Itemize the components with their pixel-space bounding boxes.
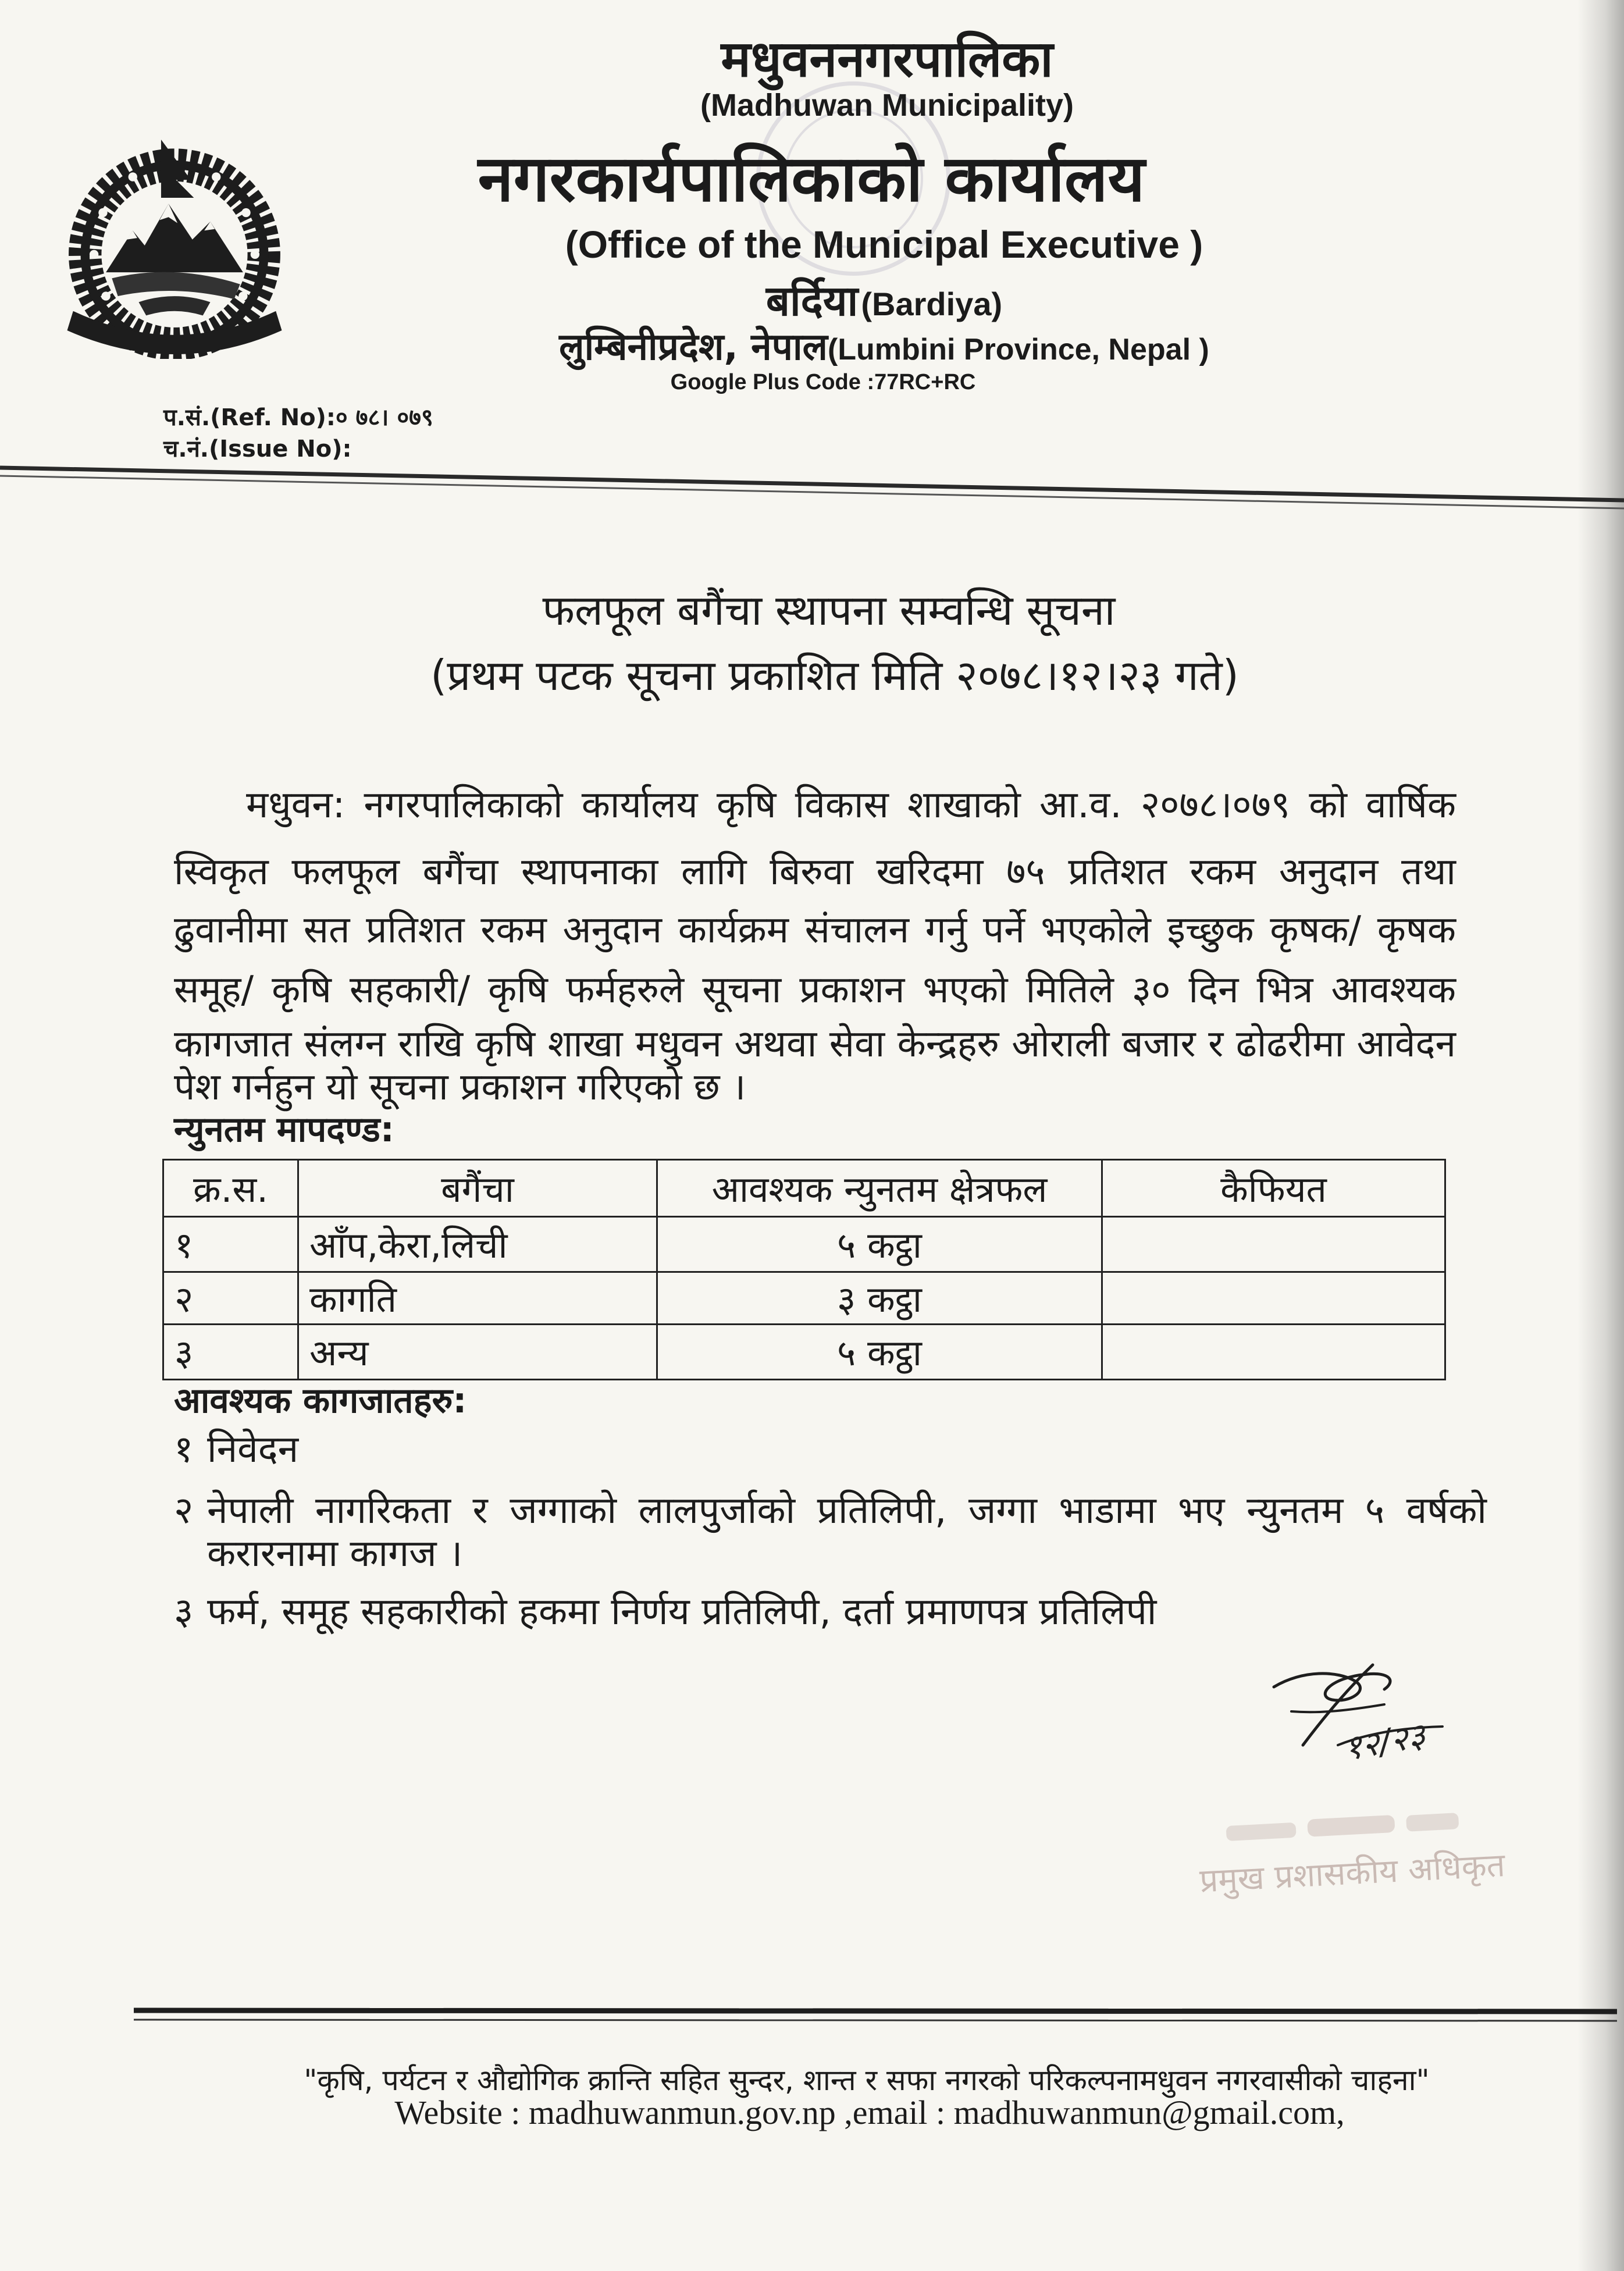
header-divider [0,460,1624,518]
scan-edge-shadow [1577,0,1624,2271]
district-english: (Bardiya) [861,286,1003,322]
cell-remarks [1102,1272,1445,1325]
table-header-row [163,1160,1445,1217]
cell-min-area: ५ कट्ठा [657,1325,1102,1380]
signature-date: १२/२३ [1341,1715,1429,1768]
office-name-english: (Office of the Municipal Executive ) [565,223,1203,266]
header-garden: बगैंचा [298,1160,657,1217]
province-line [477,320,1291,371]
notice-subtitle: (प्रथम पटक सूचना प्रकाशित मिति २०७८।१२।२३ गते) [430,651,1239,700]
cell-serial: १ [163,1217,298,1272]
header-remarks: कैफियत [1102,1160,1445,1217]
municipality-name-english: (Madhuwan Municipality) [700,88,1074,123]
body-line: स्विकृत फलफूल बगैंचा स्थापनाका लागि बिरुवा खरिदमा ७५ प्रतिशत रकम अनुदान तथा [174,850,1456,894]
document-number: २ [174,1489,194,1532]
table-row [163,1217,1445,1272]
footer-slogan: "कृषि, पर्यटन र औद्योगिक क्रान्ति सहित सुन्दर, शान्त र सफा नगरको परिकल्पनामधुवन नगरवासीको चाहना" [304,2063,1430,2097]
cell-garden: कागति [298,1272,657,1325]
reference-number: प.सं.(Ref. No):० ७८। ०७९ [163,404,433,431]
cell-garden: आँप,केरा,लिची [298,1217,657,1272]
district-nepali: बर्दिया [765,276,859,325]
cell-min-area: ५ कट्ठा [657,1217,1102,1272]
nepal-emblem-icon [55,135,294,359]
document-item: फर्म, समूह सहकारीको हकमा निर्णय प्रतिलिपी, दर्ता प्रमाणपत्र प्रतिलिपी [207,1590,1157,1633]
documents-heading: आवश्यक कागजातहरु: [174,1380,467,1421]
criteria-heading: न्युनतम मापदण्ड: [174,1109,394,1150]
document-number: ३ [174,1590,194,1633]
cell-serial: २ [163,1272,298,1325]
plus-code: Google Plus Code :77RC+RC [670,370,976,394]
province-nepali: लुम्बिनीप्रदेश, नेपाल [559,326,828,369]
footer-contact: Website : madhuwanmun.gov.np ,email : madhuwanmun@gmail.com, [394,2094,1345,2131]
table-row [163,1272,1445,1325]
official-stamp [1184,1795,1515,1905]
document-number: १ [174,1428,194,1471]
header-min-area: आवश्यक न्युनतम क्षेत्रफल [657,1160,1102,1217]
province-english: (Lumbini Province, Nepal ) [827,333,1209,366]
body-line: मधुवन: नगरपालिकाको कार्यालय कृषि विकास शाखाको आ.व. २०७८।०७९ को वार्षिक [246,784,1456,827]
document-item-continued: करारनामा कागज । [207,1532,463,1575]
body-line: पेश गर्नहुन यो सूचना प्रकाशन गरिएको छ । [174,1066,746,1109]
stamp-name-smudge [1220,1803,1466,1851]
document-item: निवेदन [207,1428,299,1471]
municipality-name-nepali: मधुवननगरपालिका [721,30,1053,88]
stamp-designation: प्रमुख प्रशासकीय अधिकृत [1198,1846,1507,1900]
body-line: समूह/ कृषि सहकारी/ कृषि फर्महरुले सूचना प्रकाशन भएको मितिले ३० दिन भित्र आवश्यक [174,969,1456,1012]
cell-garden: अन्य [298,1325,657,1380]
footer-divider [134,2006,1617,2029]
cell-remarks [1102,1217,1445,1272]
body-line: कागजात संलग्न राखि कृषि शाखा मधुवन अथवा सेवा केन्द्रहरु ओराली बजार र ढोढरीमा आवेदन [174,1023,1456,1066]
table-row [163,1325,1445,1380]
cell-min-area: ३ कट्ठा [657,1272,1102,1325]
notice-title: फलफूल बगैंचा स्थापना सम्वन्धि सूचना [542,586,1116,635]
header-serial: क्र.स. [163,1160,298,1217]
office-name-nepali: नगरकार्यपालिकाको कार्यालय [478,141,1145,216]
cell-remarks [1102,1325,1445,1380]
criteria-table [162,1159,1446,1380]
issue-number: च.नं.(Issue No): [163,436,352,462]
document-item: नेपाली नागरिकता र जग्गाको लालपुर्जाको प्रतिलिपी, जग्गा भाडामा भए न्युनतम ५ वर्षको [207,1489,1487,1532]
cell-serial: ३ [163,1325,298,1380]
body-line: ढुवानीमा सत प्रतिशत रकम अनुदान कार्यक्रम संचालन गर्नु पर्ने भएकोले इच्छुक कृषक/ कृषक [174,909,1456,952]
